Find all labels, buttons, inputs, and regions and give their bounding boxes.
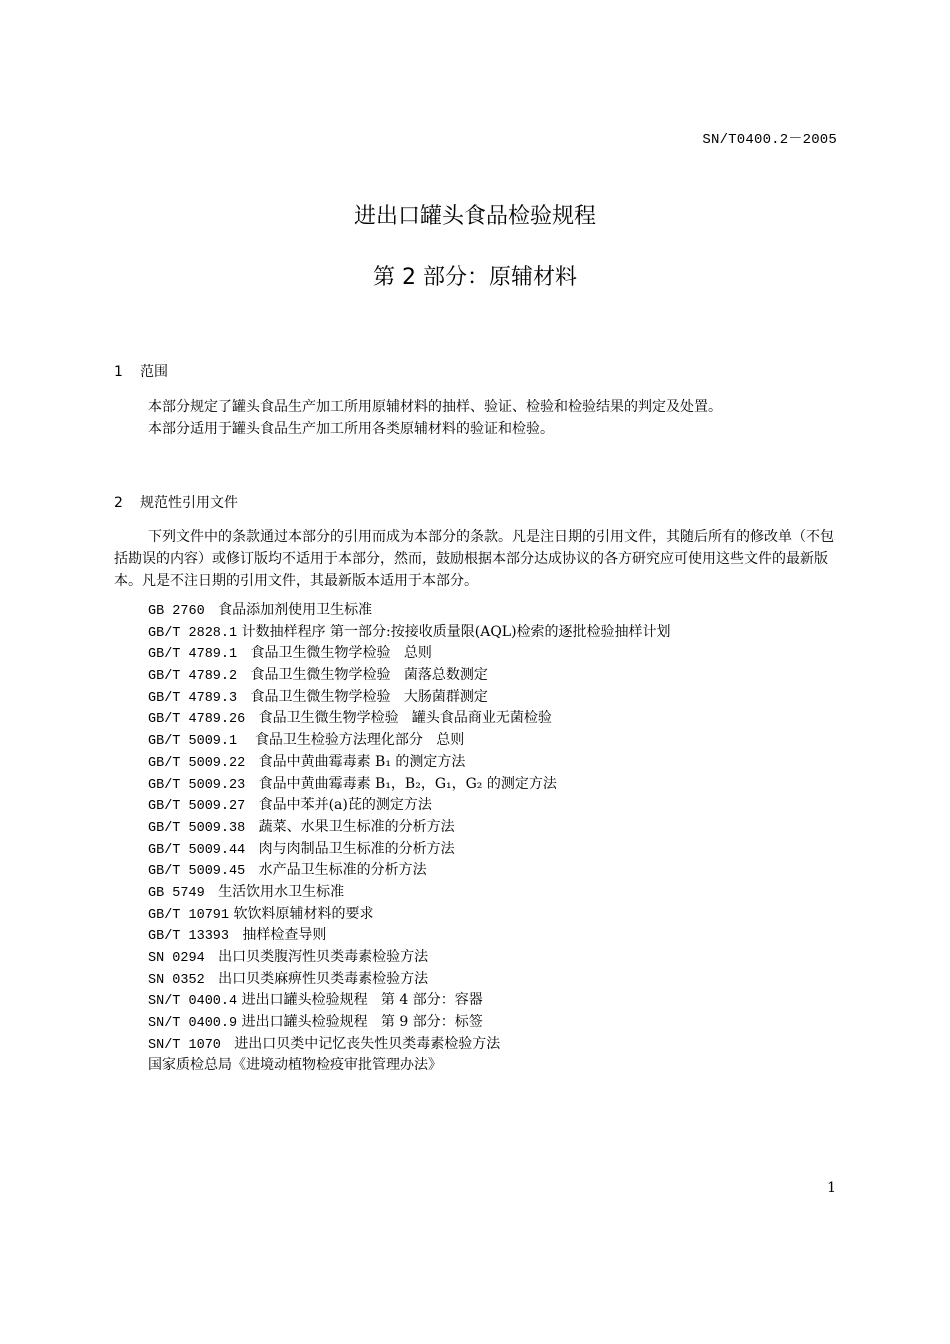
reference-item	[148, 839, 671, 861]
reference-code: SN/T 0400.4	[148, 994, 238, 1010]
reference-title: 食品中黄曲霉毒素 B₁ 的测定方法	[258, 753, 466, 770]
reference-separator	[245, 797, 258, 813]
reference-item	[148, 708, 671, 730]
reference-title: 食品添加剂使用卫生标准	[218, 602, 373, 618]
reference-item	[148, 904, 671, 926]
document-title: 进出口罐头食品检验规程	[353, 204, 596, 229]
reference-title: 食品中黄曲霉毒素 B₁，B₂，G₁，G₂ 的测定方法	[258, 775, 557, 792]
reference-title: 软饮料原辅材料的要求	[233, 905, 374, 922]
section-1-paragraph-2: 本部分适用于罐头食品生产加工所用各类原辅材料的验证和检验。	[148, 421, 554, 437]
reference-code: GB/T 4789.26	[148, 712, 246, 728]
reference-code: GB/T 5009.22	[148, 755, 246, 771]
reference-title: 计数抽样程序 第一部分:按接收质量限(AQL)检索的逐批检验抽样计划	[241, 623, 671, 640]
reference-separator	[221, 1036, 234, 1052]
reference-list	[148, 600, 671, 1077]
reference-title: 进出口贝类中记忆丧失性贝类毒素检验方法	[234, 1035, 501, 1052]
standard-code: SN/T0400.2－2005	[702, 132, 837, 148]
reference-item	[148, 1055, 671, 1077]
section-2-intro: 下列文件中的条款通过本部分的引用而成为本部分的条款。凡是注日期的引用文件，其随后所有的修改单（不包括勘误的内容）或修订版均不适用于本部分，然而，鼓励根据本部分达成协议的各方研究应可使用这些文件的最新版本。凡是不注日期的引用文件，其最新版本适用于本部分。	[114, 529, 834, 589]
reference-title: 食品中苯并(a)芘的测定方法	[258, 797, 432, 814]
reference-title: 出口贝类腹泻性贝类毒素检验方法	[218, 949, 429, 965]
reference-separator	[245, 754, 258, 770]
reference-separator	[237, 667, 250, 683]
reference-code: GB/T 4789.2	[148, 669, 238, 685]
section-2-heading	[114, 492, 238, 512]
reference-title: 国家质检总局《进境动植物检疫审批管理办法》	[148, 1057, 442, 1074]
reference-code: GB/T 10791	[148, 907, 230, 923]
reference-title: 食品卫生检验方法理化部分 总则	[254, 732, 465, 749]
reference-item	[148, 990, 671, 1012]
reference-code: GB 5749	[148, 885, 205, 901]
section-1-paragraph-1: 本部分规定了罐头食品生产加工所用原辅材料的抽样、验证、检验和检验结果的判定及处置。	[148, 399, 722, 415]
reference-code: GB/T 13393	[148, 929, 230, 945]
reference-title: 食品卫生微生物学检验 大肠菌群测定	[250, 688, 488, 705]
reference-separator	[205, 602, 218, 618]
reference-item	[148, 969, 671, 991]
reference-item	[148, 1034, 671, 1056]
reference-separator	[245, 710, 258, 726]
reference-item	[148, 947, 671, 969]
reference-title: 蔬菜、水果卫生标准的分析方法	[258, 818, 455, 835]
reference-title: 抽样检查导则	[242, 927, 327, 944]
reference-code: GB/T 5009.45	[148, 864, 246, 880]
document-subtitle: 第 2 部分：原辅材料	[373, 265, 577, 290]
reference-code: GB/T 2828.1	[148, 625, 238, 641]
reference-code: SN/T 0400.9	[148, 1016, 238, 1032]
reference-code: SN/T 1070	[148, 1037, 221, 1053]
reference-title: 食品卫生微生物学检验 罐头食品商业无菌检验	[258, 710, 552, 727]
reference-code: GB/T 5009.1	[148, 734, 238, 750]
reference-title: 进出口罐头检验规程 第 4 部分：容器	[241, 992, 483, 1009]
reference-item	[148, 600, 671, 622]
reference-item	[148, 730, 671, 752]
reference-code: SN 0352	[148, 972, 205, 988]
reference-code: GB/T 5009.23	[148, 777, 246, 793]
reference-item	[148, 665, 671, 687]
reference-separator	[237, 732, 255, 748]
reference-code: SN 0294	[148, 951, 205, 966]
reference-separator	[245, 819, 258, 835]
reference-code: GB 2760	[148, 604, 205, 619]
reference-separator	[245, 841, 258, 857]
reference-code: GB/T 4789.1	[148, 647, 238, 663]
section-1-heading	[114, 361, 168, 381]
reference-code: GB/T 5009.27	[148, 799, 246, 815]
section-2-title: 规范性引用文件	[140, 495, 238, 511]
reference-title: 进出口罐头检验规程 第 9 部分：标签	[241, 1014, 483, 1031]
page-number: 1	[827, 1180, 836, 1196]
reference-item	[148, 817, 671, 839]
reference-code: GB/T 4789.3	[148, 690, 238, 706]
reference-separator	[237, 645, 250, 661]
reference-item	[148, 1012, 671, 1034]
reference-title: 食品卫生微生物学检验 总则	[250, 645, 432, 662]
reference-code: GB/T 5009.44	[148, 842, 246, 858]
reference-code: GB/T 5009.38	[148, 820, 246, 836]
reference-item	[148, 925, 671, 947]
reference-item	[148, 774, 671, 796]
reference-title: 食品卫生微生物学检验 菌落总数测定	[250, 667, 488, 684]
reference-separator	[205, 971, 218, 987]
reference-item	[148, 643, 671, 665]
reference-title: 肉与肉制品卫生标准的分析方法	[258, 840, 455, 857]
reference-separator	[245, 862, 258, 878]
reference-item	[148, 795, 671, 817]
section-1-number: 1	[114, 364, 123, 380]
reference-item	[148, 752, 671, 774]
reference-title: 水产品卫生标准的分析方法	[258, 862, 427, 879]
reference-separator	[205, 884, 218, 900]
reference-item	[148, 860, 671, 882]
reference-title: 生活饮用水卫生标准	[218, 883, 345, 900]
reference-separator	[237, 689, 250, 705]
section-2-number: 2	[114, 495, 123, 511]
reference-title: 出口贝类麻痹性贝类毒素检验方法	[218, 970, 429, 987]
reference-item	[148, 882, 671, 904]
section-1-title: 范围	[140, 364, 168, 380]
reference-item	[148, 687, 671, 709]
reference-separator	[205, 949, 218, 965]
reference-separator	[245, 776, 258, 792]
reference-separator	[229, 927, 242, 943]
reference-item	[148, 622, 671, 644]
